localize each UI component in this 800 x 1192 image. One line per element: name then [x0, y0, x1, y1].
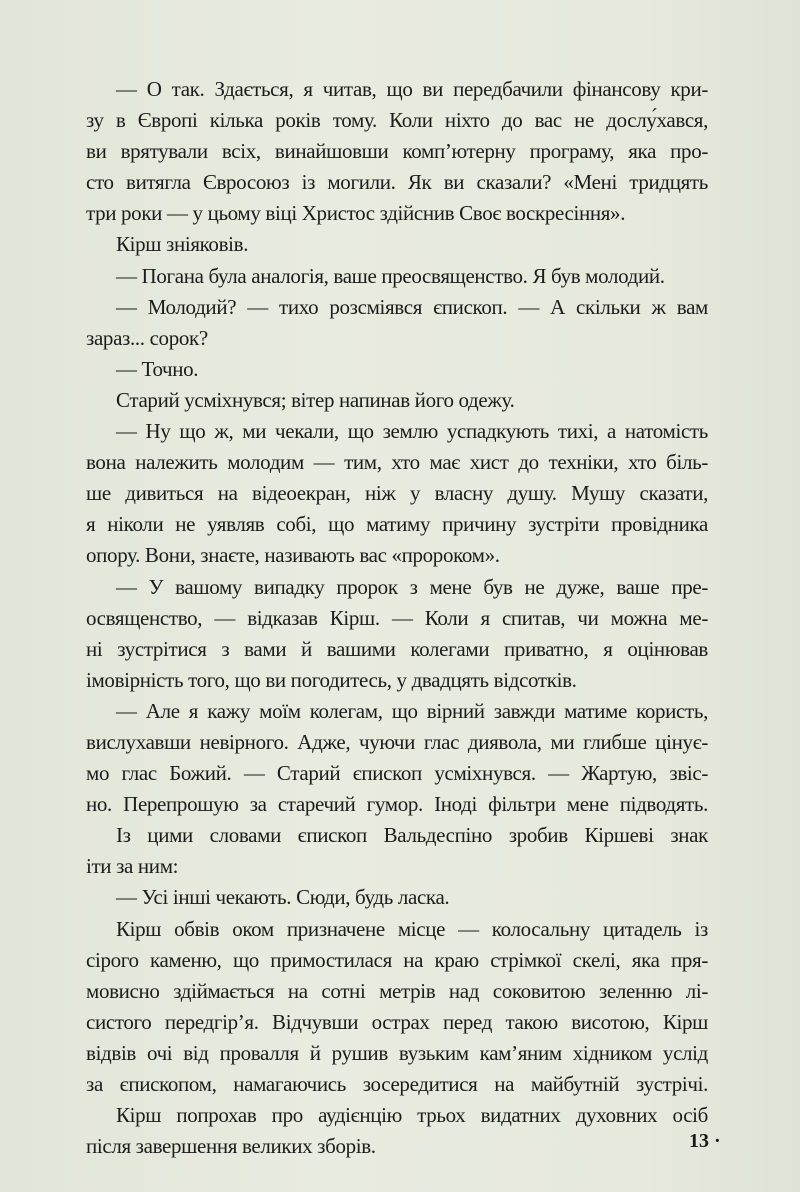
- text-line: Кірш обвів оком призначене місце — колосальну цитадель із: [116, 916, 708, 941]
- paragraph-9: [56, 696, 708, 820]
- text-line: Кірш зніяковів.: [116, 232, 249, 257]
- text-line: зу в Європі кілька років тому. Коли ніхто до вас не дослу́хався,: [86, 108, 708, 133]
- text-line: за єпископом, намагаючись зосередитися на майбутній зустрічі.: [86, 1072, 708, 1096]
- text-line: — Точно.: [116, 356, 199, 381]
- text-line: після завершення великих зборів.: [86, 1134, 376, 1159]
- text-line: зараз... сорок?: [86, 325, 208, 350]
- paragraph-7: [56, 416, 708, 571]
- text-line: — Молодий? — тихо розсміявся єпископ. — А скільки ж вам: [116, 294, 708, 319]
- paragraph-6: [56, 385, 708, 416]
- text-line: — У вашому випадку пророк з мене був не дуже, ваше пре-: [116, 574, 708, 599]
- text-line: но. Перепрошую за старечий гумор. Іноді фільтри мене підводять.: [86, 792, 708, 817]
- text-line: я ніколи не уявляв собі, що матиму причину зустріти провідника: [86, 512, 708, 537]
- paragraph-11: [56, 882, 708, 913]
- text-line: три роки — у цьому віці Христос здійснив Своє воскресіння».: [86, 201, 626, 226]
- text-line: ви врятували всіх, винайшовши комп’ютерну програму, яка про-: [86, 139, 708, 164]
- paragraph-3: [56, 261, 708, 292]
- text-line: мовисно здіймається на сотні метрів над соковитою зеленню лі-: [86, 978, 708, 1003]
- paragraph-4: [56, 292, 708, 354]
- text-line: — Усі інші чекають. Сюди, будь ласка.: [116, 885, 450, 910]
- paragraph-13: [56, 1100, 708, 1162]
- text-line: Старий усміхнувся; вітер напинав його одежу.: [116, 387, 515, 412]
- text-line: освященство, — відказав Кірш. — Коли я спитав, чи можна ме-: [86, 605, 708, 630]
- paragraph-12: [56, 914, 708, 1101]
- text-line: імовірність того, що ви погодитесь, у двадцять відсотків.: [86, 667, 577, 692]
- text-line: мо глас Божий. — Старий єпископ усміхнувся. — Жартую, звіс-: [86, 761, 708, 786]
- text-line: — Погана була аналогія, ваше преосвященство. Я був молодий.: [116, 263, 665, 288]
- text-line: опору. Вони, знаєте, називають вас «пророком».: [86, 543, 500, 568]
- text-line: вона належить молодим — тим, хто має хист до техніки, хто біль-: [86, 450, 708, 475]
- text-line: Із цими словами єпископ Вальдеспіно зробив Кіршеві знак: [116, 823, 708, 848]
- paragraph-1: [56, 74, 708, 229]
- text-line: іти за ним:: [86, 854, 179, 879]
- text-line: відвів очі від провалля й рушив вузьким кам’яним хідником услід: [86, 1040, 708, 1065]
- paragraph-10: [56, 820, 708, 882]
- text-line: — О так. Здається, я читав, що ви передбачили фінансову кри-: [116, 77, 708, 101]
- text-line: ше дивиться на відеоекран, ніж у власну душу. Мушу сказати,: [86, 481, 708, 506]
- page-number: 13 ·: [689, 1130, 721, 1152]
- text-line: ні зустрітися з вами й вашими колегами приватно, я оцінював: [86, 636, 708, 661]
- book-page-text: [56, 74, 708, 1162]
- text-line: — Але я кажу моїм колегам, що вірний завжди матиме користь,: [116, 698, 708, 723]
- text-line: вислухавши невірного. Адже, чуючи глас диявола, ми глибше цінує-: [86, 729, 708, 754]
- text-line: Кірш попрохав про аудієнцію трьох видатних духовних осіб: [116, 1103, 708, 1128]
- paragraph-2: [56, 229, 708, 260]
- paragraph-5: [56, 354, 708, 385]
- text-line: сто витягла Євросоюз із могили. Як ви сказали? «Мені тридцять: [86, 170, 708, 195]
- text-line: систого передгір’я. Відчувши острах перед такою висотою, Кірш: [86, 1009, 708, 1034]
- text-line: — Ну що ж, ми чекали, що землю успадкують тихі, а натомість: [116, 419, 708, 444]
- text-line: сірого каменю, що примостилася на краю стрімкої скелі, яка пря-: [86, 947, 708, 972]
- paragraph-8: [56, 572, 708, 696]
